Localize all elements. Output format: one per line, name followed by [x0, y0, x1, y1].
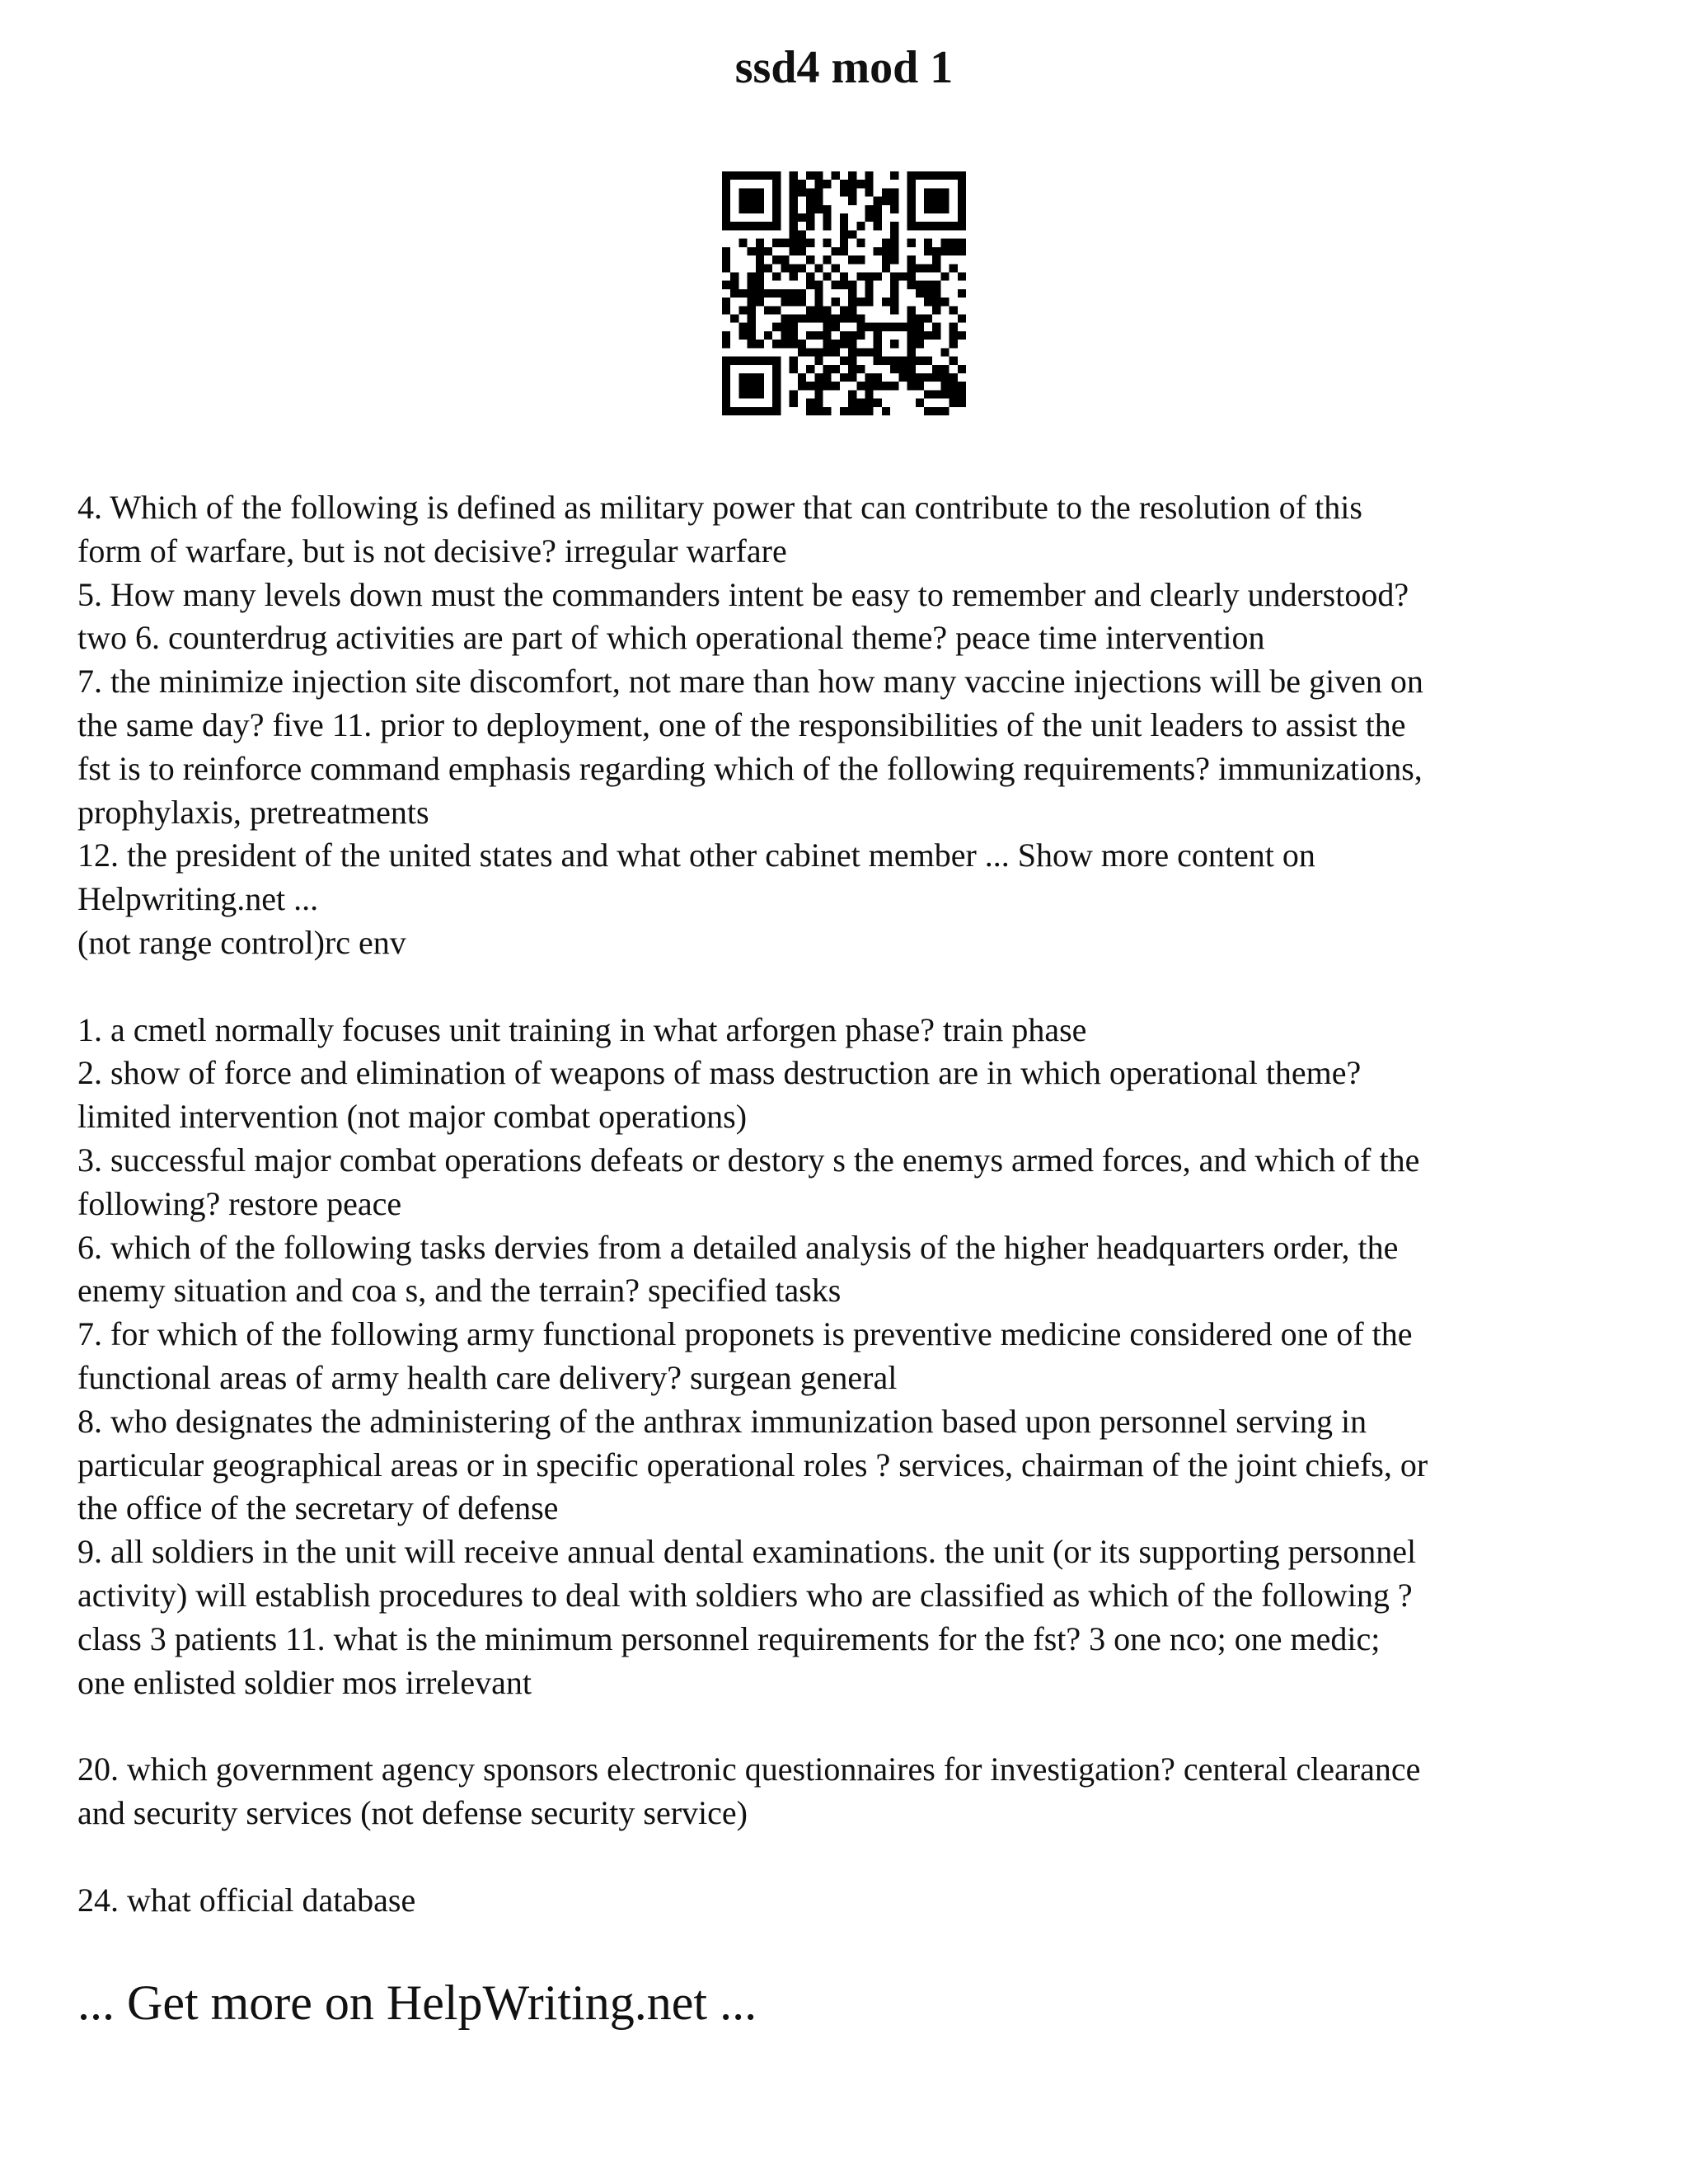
text-line: enemy situation and coa s, and the terrain? specified tasks: [77, 1272, 842, 1310]
text-line: functional areas of army health care delivery? surgean general: [77, 1358, 898, 1396]
text-line: activity) will establish procedures to deal with soldiers who are classified as which of the following ?: [77, 1576, 1413, 1614]
document-body: [77, 486, 1627, 1922]
text-line: one enlisted soldier mos irrelevant: [77, 1663, 532, 1701]
text-line: 1. a cmetl normally focuses unit training in what arforgen phase? train phase: [77, 1010, 1087, 1048]
paragraph-gap: [77, 1704, 1627, 1748]
text-line: (not range control)rc env: [77, 923, 406, 961]
text-line: 5. How many levels down must the commanders intent be easy to remember and clearly understood?: [77, 575, 1409, 613]
text-line: 24. what official database: [77, 1881, 416, 1919]
text-line: Helpwriting.net ...: [77, 880, 319, 918]
paragraph: [77, 1879, 1627, 1923]
text-line: class 3 patients 11. what is the minimum personnel requirements for the fst? 3 one nco; one medic;: [77, 1619, 1381, 1657]
paragraph: [77, 486, 1627, 965]
qr-code-icon: [722, 171, 966, 415]
helpwriting-link[interactable]: ... Get more on HelpWriting.net ...: [77, 1975, 757, 2030]
text-line: and security services (not defense security service): [77, 1793, 748, 1831]
text-line: two 6. counterdrug activities are part of which operational theme? peace time intervention: [77, 619, 1265, 657]
text-line: 2. show of force and elimination of weapons of mass destruction are in which operational theme?: [77, 1054, 1362, 1092]
text-line: form of warfare, but is not decisive? irregular warfare: [77, 532, 787, 569]
text-line: 12. the president of the united states and what other cabinet member ... Show more content on: [77, 837, 1315, 874]
paragraph: [77, 1748, 1627, 1835]
paragraph-gap: [77, 965, 1627, 1009]
text-line: 8. who designates the administering of the anthrax immunization based upon personnel serving in: [77, 1402, 1367, 1440]
text-line: prophylaxis, pretreatments: [77, 793, 429, 831]
text-line: limited intervention (not major combat operations): [77, 1098, 748, 1136]
page-title: ssd4 mod 1: [734, 42, 954, 93]
text-line: 4. Which of the following is defined as military power that can contribute to the resolution of this: [77, 489, 1362, 526]
text-line: 6. which of the following tasks dervies from a detailed analysis of the higher headquarters order, the: [77, 1228, 1399, 1266]
text-line: 3. successful major combat operations defeats or destory s the enemys armed forces, and which of the: [77, 1141, 1420, 1179]
text-line: following? restore peace: [77, 1184, 402, 1222]
paragraph-gap: [77, 1835, 1627, 1879]
text-line: fst is to reinforce command emphasis regarding which of the following requirements? immunizations,: [77, 749, 1423, 787]
text-line: 9. all soldiers in the unit will receive annual dental examinations. the unit (or its supporting personnel: [77, 1533, 1417, 1571]
qr-code-graphic: [722, 171, 966, 415]
text-line: the same day? five 11. prior to deployment, one of the responsibilities of the unit leaders to assist the: [77, 705, 1406, 743]
paragraph: [77, 1009, 1627, 1705]
text-line: the office of the secretary of defense: [77, 1489, 559, 1527]
text-line: 7. the minimize injection site discomfort, not mare than how many vaccine injections will be given on: [77, 663, 1423, 701]
text-line: 7. for which of the following army functional proponets is preventive medicine considered one of the: [77, 1315, 1413, 1353]
text-line: 20. which government agency sponsors electronic questionnaires for investigation? centeral clearance: [77, 1750, 1421, 1788]
text-line: particular geographical areas or in specific operational roles ? services, chairman of the joint chiefs, or: [77, 1446, 1428, 1483]
